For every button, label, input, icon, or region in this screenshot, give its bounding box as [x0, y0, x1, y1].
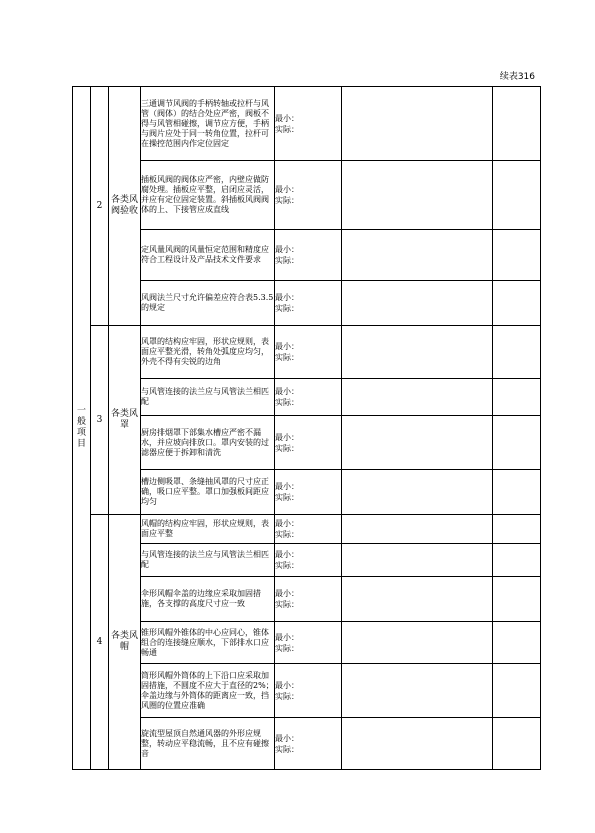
remark-cell[interactable] — [493, 161, 541, 230]
remark-cell[interactable] — [493, 230, 541, 281]
measure-cell — [275, 87, 342, 161]
actual-label: 实际： — [275, 600, 299, 609]
remark-cell[interactable] — [493, 87, 541, 161]
measure-cell — [275, 622, 342, 664]
table-row — [73, 230, 541, 281]
remark-cell[interactable] — [493, 622, 541, 664]
table-row — [73, 470, 541, 515]
table-row — [73, 515, 541, 544]
min-label: 最小： — [275, 432, 299, 442]
min-label: 最小： — [275, 519, 299, 528]
actual-label: 实际： — [275, 443, 299, 453]
group-name: 各类风阀验收 — [109, 87, 141, 326]
actual-label: 实际： — [275, 493, 299, 502]
record-cell[interactable] — [342, 281, 493, 326]
actual-label: 实际： — [275, 398, 299, 407]
record-cell[interactable] — [342, 87, 493, 161]
group-name: 各类风罩 — [109, 326, 141, 515]
group-number: 4 — [91, 515, 109, 770]
table-row — [73, 718, 541, 770]
record-cell[interactable] — [342, 515, 493, 544]
actual-label: 实际： — [275, 561, 299, 570]
remark-cell[interactable] — [493, 577, 541, 622]
record-cell[interactable] — [342, 416, 493, 470]
record-cell[interactable] — [342, 379, 493, 416]
category-label: 一般项目 — [77, 406, 87, 449]
table-row — [73, 544, 541, 577]
measure-cell — [275, 379, 342, 416]
remark-cell[interactable] — [493, 416, 541, 470]
group-number: 3 — [91, 326, 109, 515]
item-description: 三通调节风阀的手柄转轴或拉杆与风管（阀体）的结合处应严密，阀板不得与风管相碰擦，调节应方便，手柄与阀片应处于同一转角位置，拉杆可在操控范围内作定位固定 — [141, 87, 275, 161]
min-label: 最小： — [275, 293, 299, 302]
min-label: 最小： — [275, 342, 299, 351]
min-label: 最小： — [275, 245, 299, 254]
measure-cell — [275, 664, 342, 718]
remark-cell[interactable] — [493, 379, 541, 416]
record-cell[interactable] — [342, 544, 493, 577]
actual-label: 实际： — [275, 124, 299, 134]
item-description: 风帽的结构应牢固，形状应规则，表面应平整 — [141, 515, 275, 544]
item-description: 锥形风帽外锥体的中心应同心，锥体组合的连接缝应顺水，下部排水口应畅通 — [141, 622, 275, 664]
min-label: 最小： — [275, 680, 299, 690]
table-row — [73, 416, 541, 470]
min-label: 最小： — [275, 482, 299, 491]
measure-cell — [275, 544, 342, 577]
min-label: 最小： — [275, 185, 299, 194]
table-row — [73, 161, 541, 230]
table-row — [73, 622, 541, 664]
item-description: 定风量风阀的风量恒定范围和精度应符合工程设计及产品技术文件要求 — [141, 230, 275, 281]
item-description: 风阀法兰尺寸允许偏差应符合表5.3.5的规定 — [141, 281, 275, 326]
inspection-table — [72, 86, 541, 770]
table-row — [73, 326, 541, 379]
measure-cell — [275, 326, 342, 379]
record-cell[interactable] — [342, 577, 493, 622]
record-cell[interactable] — [342, 664, 493, 718]
item-description: 风罩的结构应牢固，形状应规则，表面应平整光滑，转角处弧度应均匀，外壳不得有尖锐的边角 — [141, 326, 275, 379]
actual-label: 实际： — [275, 643, 299, 653]
table-row — [73, 87, 541, 161]
item-description: 插板风阀的阀体应严密，内壁应做防腐处理。插板应平整，启闭应灵活，并应有定位固定装置。斜插板风阀阀体的上、下接管应成直线 — [141, 161, 275, 230]
actual-label: 实际： — [275, 256, 299, 265]
min-label: 最小： — [275, 550, 299, 559]
actual-label: 实际： — [275, 304, 299, 313]
group-number: 2 — [91, 87, 109, 326]
min-label: 最小： — [275, 632, 299, 642]
item-description: 厨房排烟罩下部集水槽应严密不漏水，并应坡向排放口。罩内安装的过滤器应便于拆卸和清洗 — [141, 416, 275, 470]
table-row — [73, 577, 541, 622]
measure-cell — [275, 577, 342, 622]
actual-label: 实际： — [275, 353, 299, 362]
measure-cell — [275, 470, 342, 515]
item-description: 伞形风帽伞盖的边缘应采取加固措施，各支撑的高度尺寸应一致 — [141, 577, 275, 622]
remark-cell[interactable] — [493, 470, 541, 515]
min-label: 最小： — [275, 733, 299, 743]
item-description: 与风管连接的法兰应与风管法兰相匹配 — [141, 544, 275, 577]
table-row — [73, 664, 541, 718]
record-cell[interactable] — [342, 230, 493, 281]
measure-cell — [275, 281, 342, 326]
measure-cell — [275, 161, 342, 230]
measure-cell — [275, 718, 342, 770]
remark-cell[interactable] — [493, 326, 541, 379]
record-cell[interactable] — [342, 161, 493, 230]
category-cell — [73, 87, 91, 770]
actual-label: 实际： — [275, 530, 299, 539]
table-row — [73, 281, 541, 326]
actual-label: 实际： — [275, 691, 299, 701]
remark-cell[interactable] — [493, 515, 541, 544]
item-description: 与风管连接的法兰应与风管法兰相匹配 — [141, 379, 275, 416]
item-description: 槽边侧吸罩、条缝抽风罩的尺寸应正确，吸口应平整。罩口加强板间距应均匀 — [141, 470, 275, 515]
remark-cell[interactable] — [493, 718, 541, 770]
table-row — [73, 379, 541, 416]
actual-label: 实际： — [275, 744, 299, 754]
remark-cell[interactable] — [493, 664, 541, 718]
measure-cell — [275, 230, 342, 281]
measure-cell — [275, 515, 342, 544]
record-cell[interactable] — [342, 326, 493, 379]
item-description: 旋流型屋顶自然通风器的外形应规整，转动应平稳流畅，且不应有碰擦音 — [141, 718, 275, 770]
continued-table-label: 续表316 — [499, 72, 535, 82]
record-cell[interactable] — [342, 622, 493, 664]
min-label: 最小： — [275, 113, 299, 123]
record-cell[interactable] — [342, 470, 493, 515]
min-label: 最小： — [275, 387, 299, 396]
measure-cell — [275, 416, 342, 470]
group-name: 各类风帽 — [109, 515, 141, 770]
remark-cell[interactable] — [493, 544, 541, 577]
min-label: 最小： — [275, 589, 299, 598]
record-cell[interactable] — [342, 718, 493, 770]
item-description: 筒形风帽外筒体的上下沿口应采取加固措施，不圆度不应大于直径的2%；伞盖边缘与外筒体的距离应一致，挡风圈的位置应准确 — [141, 664, 275, 718]
remark-cell[interactable] — [493, 281, 541, 326]
actual-label: 实际： — [275, 196, 299, 205]
